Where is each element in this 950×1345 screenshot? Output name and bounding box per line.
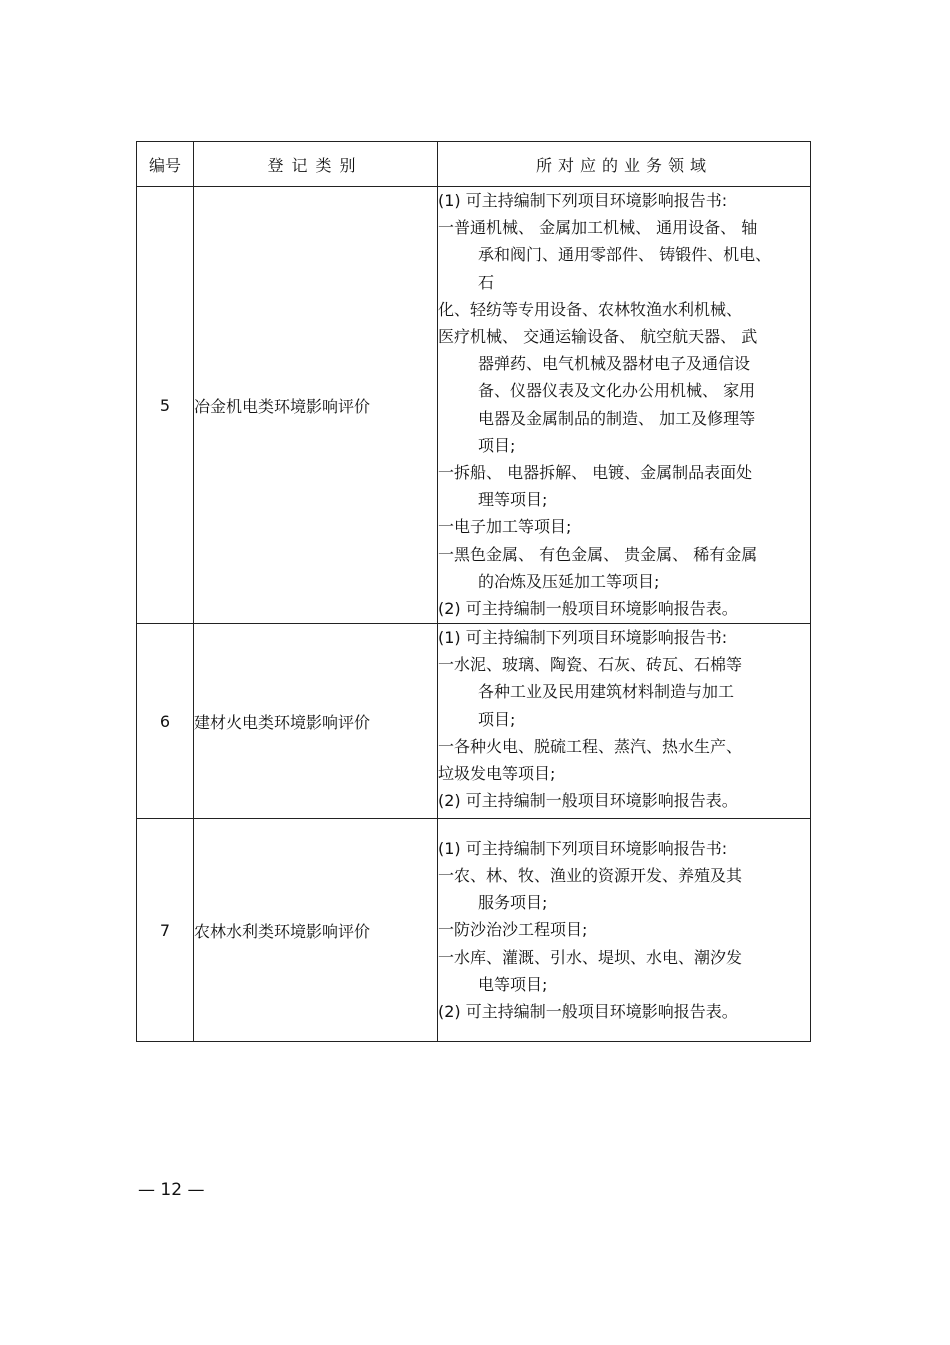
domain-line: 电器及金属制品的制造、 加工及修理等 (478, 408, 756, 428)
domain-line: 各种工业及民用建筑材料制造与加工 (478, 682, 735, 702)
domain-line: 器弹药、电气机械及器材电子及通信设 (478, 354, 751, 374)
registration-table (136, 141, 811, 1042)
domain-line: 项目; (478, 435, 516, 455)
domain-line: 一黑色金属、 有色金属、 贵金属、 稀有金属 (438, 544, 758, 564)
table-row (137, 624, 811, 819)
domain-line: 服务项目; (478, 893, 548, 913)
header-number: 编号 (137, 142, 194, 187)
domain-line: 理等项目; (478, 490, 548, 510)
table-row (137, 187, 811, 624)
domain-line: (2) 可主持编制一般项目环境影响报告表。 (438, 791, 738, 811)
table-row (137, 819, 811, 1042)
domain-line: (1) 可主持编制下列项目环境影响报告书: (438, 838, 728, 858)
row-domain (438, 624, 811, 819)
domain-line: 电等项目; (478, 974, 548, 994)
domain-line: (2) 可主持编制一般项目环境影响报告表。 (438, 599, 738, 619)
row-domain (438, 819, 811, 1042)
domain-line: 项目; (478, 709, 516, 729)
row-domain (438, 187, 811, 624)
domain-line: 一各种火电、脱硫工程、蒸汽、热水生产、 (438, 736, 743, 756)
domain-line: (1) 可主持编制下列项目环境影响报告书: (438, 191, 728, 210)
domain-line: 一拆船、 电器拆解、 电镀、金属制品表面处 (438, 463, 753, 483)
row-category: 农林水利类环境影响评价 (194, 819, 438, 1042)
domain-line: 一防沙治沙工程项目; (438, 920, 588, 940)
domain-line: 一普通机械、 金属加工机械、 通用设备、 轴 (438, 218, 758, 238)
domain-line: 一农、林、牧、渔业的资源开发、养殖及其 (438, 865, 743, 885)
domain-line: 医疗机械、 交通运输设备、 航空航天器、 武 (438, 327, 758, 347)
domain-line: (1) 可主持编制下列项目环境影响报告书: (438, 628, 728, 647)
domain-line: 一水泥、玻璃、陶瓷、石灰、砖瓦、石棉等 (438, 655, 743, 675)
domain-line: 的冶炼及压延加工等项目; (478, 571, 660, 591)
domain-line: 承和阀门、通用零部件、 铸锻件、机电、 (478, 245, 772, 265)
domain-line: (2) 可主持编制一般项目环境影响报告表。 (438, 1002, 738, 1021)
row-category: 冶金机电类环境影响评价 (194, 187, 438, 624)
row-category: 建材火电类环境影响评价 (194, 624, 438, 819)
header-domain: 所对应的业务领域 (438, 142, 811, 187)
table-header-row (137, 142, 811, 187)
domain-line: 一水库、灌溉、引水、堤坝、水电、潮汐发 (438, 947, 743, 967)
domain-line: 石 (478, 272, 495, 292)
row-number: 7 (137, 819, 194, 1042)
page-number: — 12 — (138, 1180, 205, 1200)
domain-line: 一电子加工等项目; (438, 517, 572, 537)
header-category: 登记类别 (194, 142, 438, 187)
row-number: 5 (137, 187, 194, 624)
domain-line: 化、轻纺等专用设备、农林牧渔水利机械、 (438, 299, 743, 319)
domain-line: 垃圾发电等项目; (438, 764, 556, 784)
domain-line: 备、仪器仪表及文化办公用机械、 家用 (478, 381, 756, 401)
row-number: 6 (137, 624, 194, 819)
